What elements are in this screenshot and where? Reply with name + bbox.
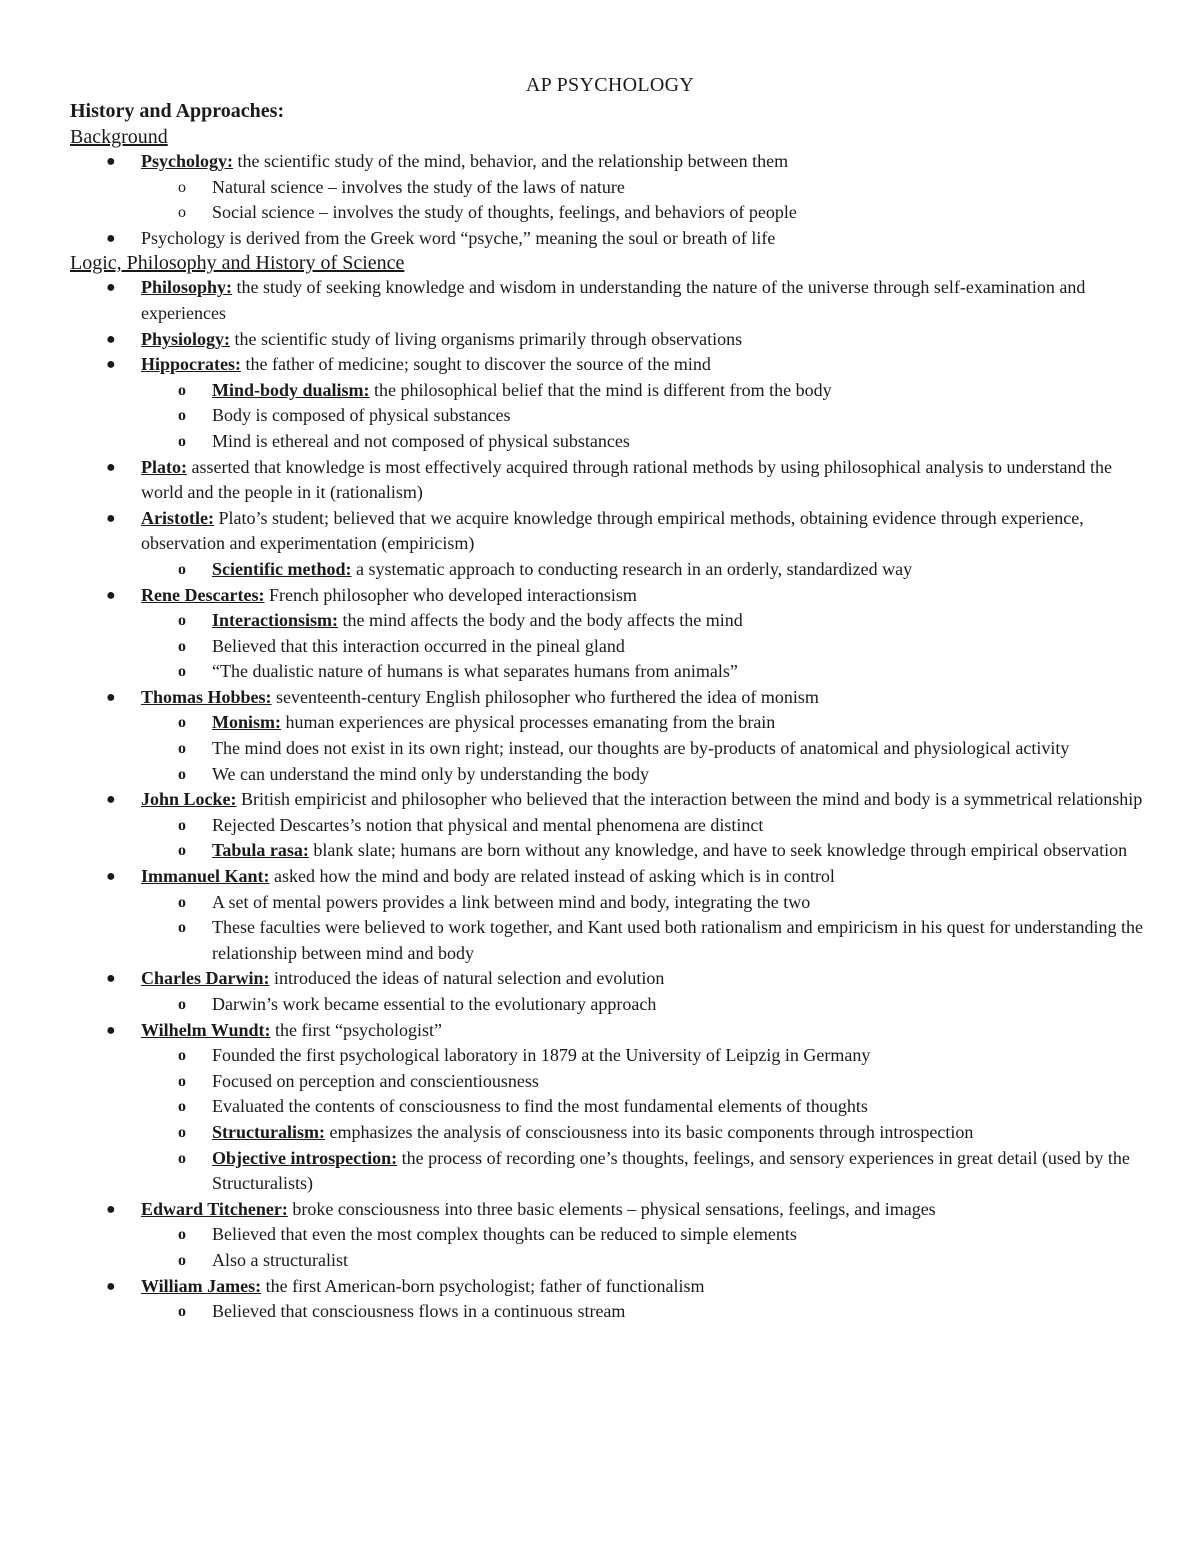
- sub-list-item: [70, 710, 1150, 736]
- sub-list-item: [70, 1222, 1150, 1248]
- item-text: the scientific study of living organisms primarily through observations: [234, 328, 743, 349]
- list-item: [70, 506, 1150, 583]
- circle-bullet-icon: o: [178, 637, 186, 655]
- item-text: introduced the ideas of natural selection and evolution: [274, 968, 665, 989]
- sub-bullet-list: [70, 175, 1150, 226]
- sub-bullet-list: [70, 890, 1150, 967]
- term-label: Philosophy:: [141, 277, 233, 298]
- bullet-icon: ●: [106, 458, 116, 476]
- sub-list-item: [70, 634, 1150, 660]
- item-text: broke consciousness into three basic elements – physical sensations, feelings, and images: [292, 1198, 936, 1219]
- term-label: Charles Darwin:: [141, 968, 270, 989]
- term-label: William James:: [141, 1275, 262, 1296]
- list-item: [70, 966, 1150, 1017]
- item-text: the first “psychologist”: [275, 1019, 443, 1040]
- sub-list-item: [70, 378, 1150, 404]
- sub-bullet-list: [70, 992, 1150, 1018]
- bullet-list: [70, 275, 1150, 1324]
- item-text: seventeenth-century English philosopher who furthered the idea of monism: [276, 686, 819, 707]
- sub-bullet-list: [70, 1299, 1150, 1325]
- bullet-icon: ●: [106, 970, 116, 988]
- circle-bullet-icon: o: [178, 1226, 186, 1244]
- item-text: asked how the mind and body are related instead of asking which is in control: [274, 866, 835, 887]
- sub-item-text: the philosophical belief that the mind is different from the body: [374, 379, 832, 400]
- term-label: Physiology:: [141, 328, 231, 349]
- item-text: the study of seeking knowledge and wisdom in understanding the nature of the universe through self-examination and experiences: [141, 277, 1086, 323]
- list-item: [70, 787, 1150, 864]
- sub-bullet-list: [70, 378, 1150, 455]
- list-item: [70, 455, 1150, 506]
- bullet-icon: ●: [106, 330, 116, 348]
- term-label: Plato:: [141, 456, 187, 477]
- sub-item-text: Darwin’s work became essential to the evolutionary approach: [212, 994, 657, 1014]
- circle-bullet-icon: o: [178, 1251, 186, 1269]
- sub-list-item: [70, 1299, 1150, 1325]
- item-text: the father of medicine; sought to discover the source of the mind: [245, 354, 711, 375]
- term-label: Interactionsism:: [212, 610, 338, 631]
- sub-item-text: A set of mental powers provides a link between mind and body, integrating the two: [212, 891, 811, 912]
- term-label: Tabula rasa:: [212, 840, 309, 861]
- subsection-heading: Background: [70, 126, 168, 148]
- bullet-icon: ●: [106, 356, 116, 374]
- circle-bullet-icon: o: [178, 381, 186, 399]
- circle-bullet-icon: o: [178, 816, 186, 834]
- term-label: Structuralism:: [212, 1121, 325, 1142]
- bullet-icon: ●: [106, 586, 116, 604]
- sub-bullet-list: [70, 1043, 1150, 1197]
- bullet-icon: ●: [106, 688, 116, 706]
- list-item: [70, 1197, 1150, 1274]
- bullet-icon: ●: [106, 153, 116, 170]
- sub-item-text: Also a structuralist: [212, 1249, 348, 1270]
- list-item: [70, 149, 1150, 226]
- circle-bullet-icon: o: [178, 1072, 186, 1090]
- term-label: Thomas Hobbes:: [141, 686, 272, 707]
- list-item: [70, 352, 1150, 454]
- item-text: the first American-born psychologist; father of functionalism: [265, 1275, 705, 1296]
- sub-item-text: Believed that consciousness flows in a continuous stream: [212, 1301, 626, 1322]
- section-heading: History and Approaches:: [70, 100, 285, 122]
- sub-bullet-list: [70, 710, 1150, 787]
- term-label: Hippocrates:: [141, 354, 241, 375]
- list-item: [70, 685, 1150, 787]
- circle-bullet-icon: o: [178, 1123, 186, 1141]
- document-page: [70, 72, 1150, 1325]
- list-item: [70, 226, 1150, 252]
- circle-bullet-icon: o: [178, 612, 186, 630]
- sub-list-item: [70, 1146, 1150, 1197]
- item-text: asserted that knowledge is most effectively acquired through rational methods by using philosophical analysis to understand the world and the people in it (rationalism): [141, 456, 1112, 503]
- circle-bullet-icon: o: [178, 432, 186, 450]
- list-item: [70, 275, 1150, 326]
- sub-list-item: [70, 838, 1150, 864]
- circle-bullet-icon: o: [178, 919, 186, 937]
- sub-list-item: [70, 200, 1150, 226]
- item-text: British empiricist and philosopher who believed that the interaction between the mind and body is a symmetrical relationship: [241, 789, 1143, 810]
- sub-item-text: a systematic approach to conducting research in an orderly, standardized way: [355, 558, 913, 579]
- bullet-icon: ●: [106, 229, 116, 247]
- subsection-heading: Logic, Philosophy and History of Science: [70, 252, 405, 275]
- list-item: [70, 327, 1150, 353]
- term-label: Wilhelm Wundt:: [141, 1019, 271, 1040]
- circle-bullet-icon: o: [178, 1149, 186, 1167]
- sub-item-text: Body is composed of physical substances: [212, 405, 511, 426]
- sub-bullet-list: [70, 608, 1150, 685]
- sub-item-text: Believed that even the most complex thoughts can be reduced to simple elements: [212, 1224, 797, 1245]
- sub-item-text: emphasizes the analysis of consciousness into its basic components through introspection: [329, 1121, 974, 1142]
- sub-item-text: “The dualistic nature of humans is what separates humans from animals”: [212, 661, 738, 682]
- term-label: Scientific method:: [212, 558, 352, 579]
- sub-bullet-list: [70, 1222, 1150, 1273]
- circle-bullet-icon: o: [178, 560, 186, 578]
- sub-item-text: the process of recording one’s thoughts, feelings, and sensory experiences in great detail (used by the Structuralists): [212, 1147, 1130, 1194]
- sub-list-item: [70, 557, 1150, 583]
- bullet-icon: ●: [106, 1200, 116, 1218]
- bullet-icon: ●: [106, 868, 116, 886]
- sub-list-item: [70, 813, 1150, 839]
- circle-bullet-icon: o: [178, 663, 186, 681]
- sub-list-item: [70, 659, 1150, 685]
- bullet-icon: ●: [106, 279, 116, 297]
- item-text: Plato’s student; believed that we acquire knowledge through empirical methods, obtaining evidence through experience, observation and experimentation (empiricism): [141, 507, 1084, 554]
- term-label: John Locke:: [141, 789, 237, 810]
- sub-item-text: Evaluated the contents of consciousness to find the most fundamental elements of thoughts: [212, 1096, 868, 1117]
- sub-item-text: Rejected Descartes’s notion that physical and mental phenomena are distinct: [212, 814, 764, 835]
- sub-list-item: [70, 429, 1150, 455]
- item-text: Psychology is derived from the Greek word “psyche,” meaning the soul or breath of life: [141, 227, 776, 248]
- term-label: Psychology:: [141, 151, 233, 171]
- circle-bullet-icon: o: [178, 996, 186, 1013]
- term-label: Monism:: [212, 712, 281, 733]
- item-text: French philosopher who developed interactionsism: [268, 584, 637, 605]
- list-item: [70, 1274, 1150, 1325]
- list-item: [70, 583, 1150, 685]
- sub-item-text: Believed that this interaction occurred in the pineal gland: [212, 635, 625, 656]
- bullet-list: [70, 149, 1150, 251]
- list-item: [70, 1018, 1150, 1197]
- sub-item-text: Mind is ethereal and not composed of physical substances: [212, 430, 630, 451]
- bullet-icon: ●: [106, 509, 116, 527]
- term-label: Edward Titchener:: [141, 1198, 288, 1219]
- bullet-icon: ●: [106, 791, 116, 809]
- document-body: [70, 125, 1150, 1325]
- term-label: Objective introspection:: [212, 1147, 398, 1168]
- circle-bullet-icon: o: [178, 765, 186, 783]
- sub-list-item: [70, 915, 1150, 966]
- sub-list-item: [70, 890, 1150, 916]
- term-label: Rene Descartes:: [141, 584, 265, 605]
- sub-list-item: [70, 1120, 1150, 1146]
- circle-bullet-icon: o: [178, 740, 186, 758]
- sub-list-item: [70, 1069, 1150, 1095]
- sub-item-text: The mind does not exist in its own right; instead, our thoughts are by-products of anatomical and physiological activity: [212, 738, 1070, 759]
- sub-item-text: human experiences are physical processes emanating from the brain: [285, 712, 776, 733]
- term-label: Aristotle:: [141, 507, 214, 528]
- circle-bullet-icon: o: [178, 842, 186, 860]
- bullet-icon: ●: [106, 1277, 116, 1295]
- circle-bullet-icon: o: [178, 178, 186, 196]
- sub-item-text: These faculties were believed to work together, and Kant used both rationalism and empiricism in his quest for understanding the relationship between mind and body: [212, 917, 1144, 963]
- circle-bullet-icon: o: [178, 1047, 186, 1065]
- sub-item-text: Social science – involves the study of thoughts, feelings, and behaviors of people: [212, 202, 797, 223]
- sub-item-text: Founded the first psychological laboratory in 1879 at the University of Leipzig in Germany: [212, 1045, 871, 1066]
- circle-bullet-icon: o: [178, 1098, 186, 1116]
- sub-list-item: [70, 762, 1150, 788]
- circle-bullet-icon: o: [178, 407, 186, 425]
- sub-item-text: We can understand the mind only by understanding the body: [212, 763, 649, 784]
- circle-bullet-icon: o: [178, 204, 186, 222]
- sub-item-text: the mind affects the body and the body affects the mind: [342, 610, 743, 631]
- sub-list-item: [70, 175, 1150, 201]
- sub-item-text: blank slate; humans are born without any knowledge, and have to seek knowledge through empirical observation: [313, 840, 1128, 861]
- sub-list-item: [70, 992, 1150, 1018]
- sub-list-item: [70, 403, 1150, 429]
- sub-list-item: [70, 736, 1150, 762]
- circle-bullet-icon: o: [178, 1303, 186, 1321]
- document-title: AP PSYCHOLOGY: [525, 74, 695, 96]
- term-label: Mind-body dualism:: [212, 379, 370, 400]
- sub-list-item: [70, 1043, 1150, 1069]
- term-label: Immanuel Kant:: [141, 866, 270, 887]
- circle-bullet-icon: o: [178, 714, 186, 732]
- sub-item-text: Focused on perception and conscientiousness: [212, 1070, 539, 1091]
- circle-bullet-icon: o: [178, 893, 186, 911]
- sub-item-text: Natural science – involves the study of the laws of nature: [212, 176, 625, 197]
- item-text: the scientific study of the mind, behavior, and the relationship between them: [237, 151, 789, 171]
- list-item: [70, 864, 1150, 966]
- sub-list-item: [70, 1248, 1150, 1274]
- sub-list-item: [70, 608, 1150, 634]
- sub-bullet-list: [70, 557, 1150, 583]
- bullet-icon: ●: [106, 1021, 116, 1039]
- sub-bullet-list: [70, 813, 1150, 864]
- sub-list-item: [70, 1094, 1150, 1120]
